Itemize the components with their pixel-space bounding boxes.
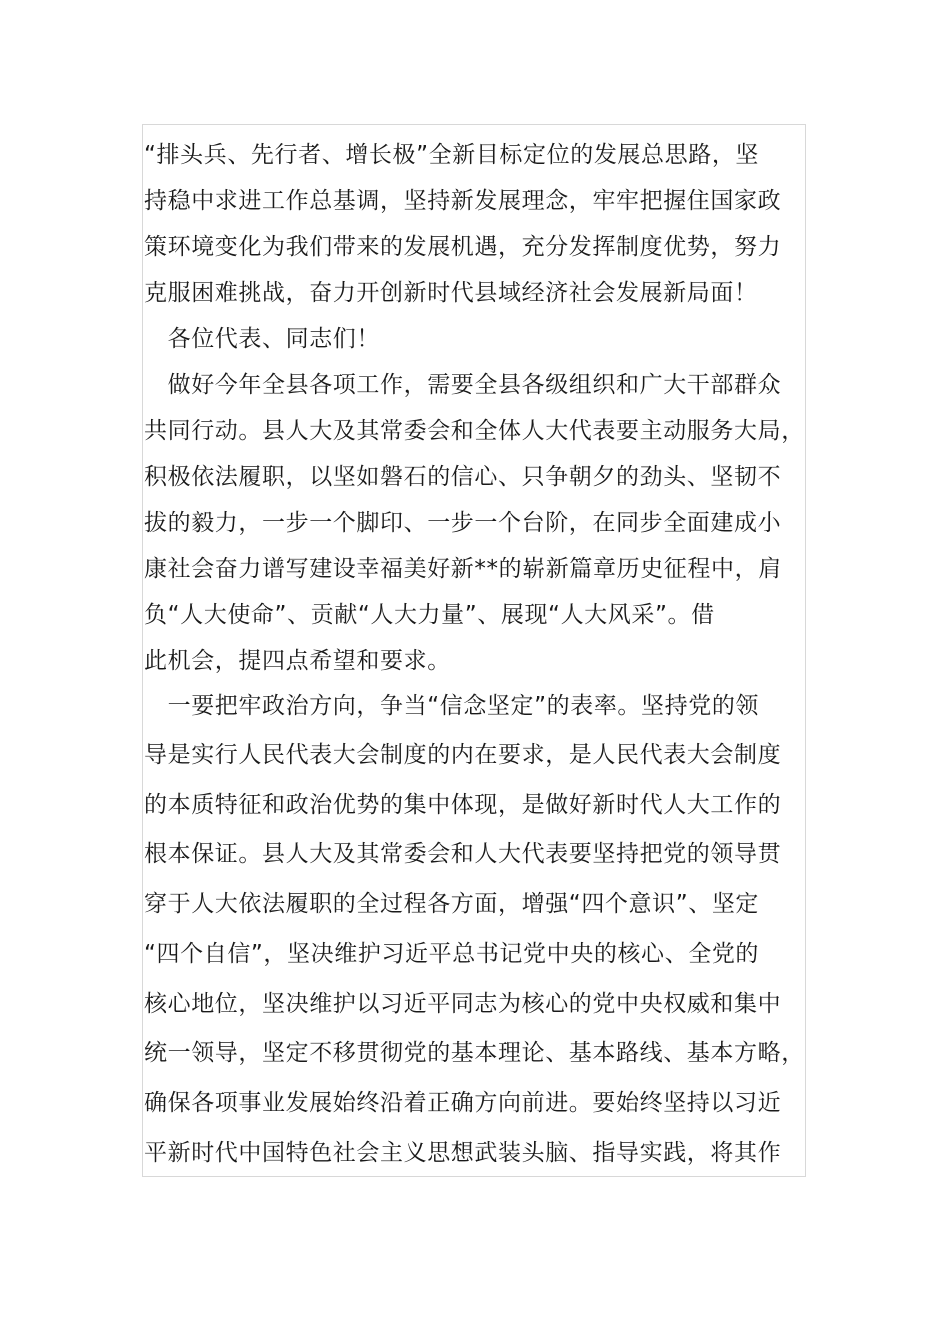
text-line: 此机会，提四点希望和要求。 bbox=[144, 648, 451, 674]
text-line: 核心地位，坚决维护以习近平同志为核心的党中央权威和集中 bbox=[144, 991, 782, 1017]
text-line: 拔的毅力，一步一个脚印、一步一个台阶，在同步全面建成小 bbox=[144, 510, 782, 536]
text-line: “排头兵、先行者、增长极”全新目标定位的发展总思路，坚 bbox=[144, 142, 760, 168]
text-line: 持稳中求进工作总基调，坚持新发展理念，牢牢把握住国家政 bbox=[144, 188, 782, 214]
text-line: 康社会奋力谱写建设幸福美好新**的崭新篇章历史征程中，肩 bbox=[144, 556, 782, 582]
text-line: 负“人大使命”、贡献“人大力量”、展现“人大风采”。借 bbox=[144, 602, 715, 628]
text-line: 策环境变化为我们带来的发展机遇，充分发挥制度优势，努力 bbox=[144, 234, 782, 260]
text-line: 一要把牢政治方向，争当“信念坚定”的表率。坚持党的领 bbox=[144, 693, 760, 719]
text-line: 克服困难挑战，奋力开创新时代县域经济社会发展新局面！ bbox=[144, 280, 758, 306]
text-line: 的本质特征和政治优势的集中体现，是做好新时代人大工作的 bbox=[144, 792, 782, 818]
text-line: 做好今年全县各项工作，需要全县各级组织和广大干部群众 bbox=[144, 372, 782, 398]
text-line: 共同行动。县人大及其常委会和全体人大代表要主动服务大局， bbox=[144, 418, 805, 444]
text-line: 积极依法履职，以坚如磐石的信心、只争朝夕的劲头、坚韧不 bbox=[144, 464, 782, 490]
text-line: 各位代表、同志们！ bbox=[144, 326, 380, 352]
text-line: 根本保证。县人大及其常委会和人大代表要坚持把党的领导贯 bbox=[144, 841, 782, 867]
text-line: 确保各项事业发展始终沿着正确方向前进。要始终坚持以习近 bbox=[144, 1090, 782, 1116]
text-line: 平新时代中国特色社会主义思想武装头脑、指导实践，将其作 bbox=[144, 1140, 782, 1166]
text-line: 导是实行人民代表大会制度的内在要求，是人民代表大会制度 bbox=[144, 742, 782, 768]
text-line: 统一领导，坚定不移贯彻党的基本理论、基本路线、基本方略， bbox=[144, 1040, 805, 1066]
text-line: 穿于人大依法履职的全过程各方面，增强“四个意识”、坚定 bbox=[144, 891, 760, 917]
text-line: “四个自信”，坚决维护习近平总书记党中央的核心、全党的 bbox=[144, 941, 760, 967]
